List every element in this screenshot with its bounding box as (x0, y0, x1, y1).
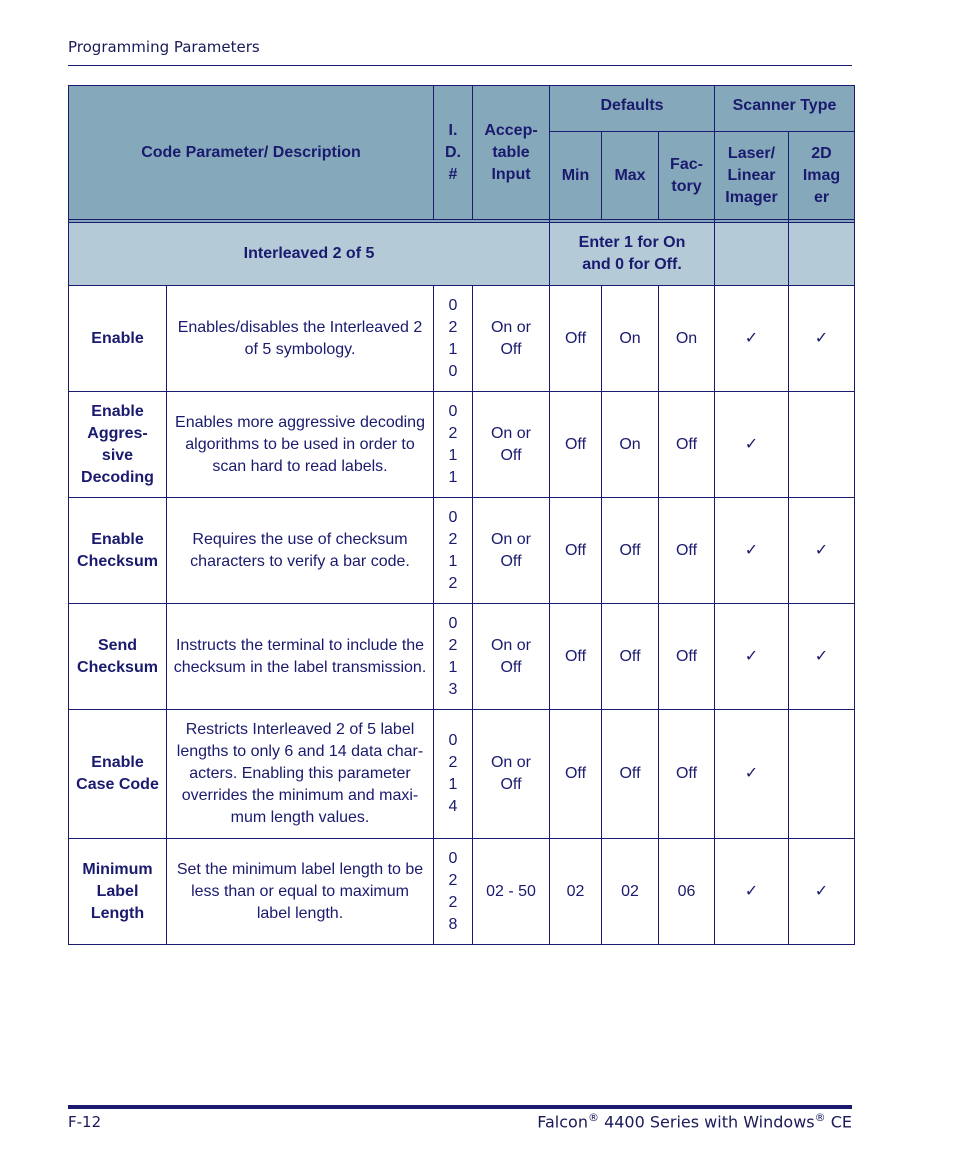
param-id: 0 2 1 2 (434, 498, 473, 604)
section-2d-cell (789, 223, 855, 286)
param-factory: On (659, 286, 715, 392)
footer-model: 4400 Series with Windows (598, 1112, 815, 1132)
empty-cell (789, 392, 855, 498)
header-laser-linear-imager: Laser/ Linear Imager (715, 132, 789, 220)
header-id: I. D. # (434, 86, 473, 220)
param-name: Enable Aggres- sive Decoding (69, 392, 167, 498)
table-row (69, 710, 855, 839)
check-icon: ✓ (715, 286, 789, 392)
param-factory: Off (659, 498, 715, 604)
check-icon: ✓ (715, 839, 789, 945)
check-icon: ✓ (789, 839, 855, 945)
section-note: Enter 1 for On and 0 for Off. (550, 223, 715, 286)
empty-cell (789, 710, 855, 839)
param-min: 02 (550, 839, 602, 945)
header-code-parameter: Code Parameter/ Description (69, 86, 434, 220)
param-acceptable-input: 02 - 50 (473, 839, 550, 945)
header-scanner-type: Scanner Type (715, 86, 855, 132)
header-min: Min (550, 132, 602, 220)
footer-platform: CE (825, 1112, 852, 1132)
param-acceptable-input: On or Off (473, 710, 550, 839)
param-min: Off (550, 710, 602, 839)
table-row (69, 286, 855, 392)
section-row (69, 223, 855, 286)
param-max: On (602, 392, 659, 498)
table-row (69, 839, 855, 945)
param-factory: Off (659, 392, 715, 498)
table-row (69, 498, 855, 604)
footer-product: Falcon (537, 1112, 588, 1132)
param-id: 0 2 1 3 (434, 604, 473, 710)
table-row (69, 604, 855, 710)
check-icon: ✓ (715, 604, 789, 710)
param-factory: Off (659, 710, 715, 839)
check-icon: ✓ (715, 710, 789, 839)
parameter-table (68, 85, 855, 945)
param-description: Requires the use of checksum characters to verify a bar code. (167, 498, 434, 604)
param-factory: 06 (659, 839, 715, 945)
param-factory: Off (659, 604, 715, 710)
param-description: Enables more aggressive decoding algorithms to be used in order to scan hard to read labels. (167, 392, 434, 498)
param-min: Off (550, 604, 602, 710)
param-description: Enables/disables the Interleaved 2 of 5 symbology. (167, 286, 434, 392)
param-name: Enable Checksum (69, 498, 167, 604)
param-acceptable-input: On or Off (473, 392, 550, 498)
registered-mark: ® (814, 1111, 826, 1124)
param-id: 0 2 1 4 (434, 710, 473, 839)
param-min: Off (550, 392, 602, 498)
param-id: 0 2 1 0 (434, 286, 473, 392)
running-head: Programming Parameters (68, 38, 260, 56)
param-id: 0 2 1 1 (434, 392, 473, 498)
footer-title (537, 1111, 852, 1131)
param-max: Off (602, 710, 659, 839)
header-max: Max (602, 132, 659, 220)
param-max: 02 (602, 839, 659, 945)
param-min: Off (550, 498, 602, 604)
param-name: Enable Case Code (69, 710, 167, 839)
check-icon: ✓ (789, 604, 855, 710)
param-description: Restricts Interleaved 2 of 5 label lengths to only 6 and 14 data char- acters. Enabling this parameter overrides the minimum and maxi- mum length values. (167, 710, 434, 839)
param-min: Off (550, 286, 602, 392)
param-description: Instructs the terminal to include the checksum in the label transmission. (167, 604, 434, 710)
check-icon: ✓ (715, 498, 789, 604)
param-id: 0 2 2 8 (434, 839, 473, 945)
registered-mark: ® (587, 1111, 599, 1124)
param-name: Send Checksum (69, 604, 167, 710)
check-icon: ✓ (789, 286, 855, 392)
header-defaults: Defaults (550, 86, 715, 132)
footer-rule (68, 1105, 852, 1109)
param-acceptable-input: On or Off (473, 604, 550, 710)
param-name: Minimum Label Length (69, 839, 167, 945)
header-acceptable-input: Accep- table Input (473, 86, 550, 220)
page-number: F-12 (68, 1113, 102, 1131)
section-title: Interleaved 2 of 5 (69, 223, 550, 286)
table-row (69, 392, 855, 498)
param-name: Enable (69, 286, 167, 392)
param-max: Off (602, 498, 659, 604)
section-laser-cell (715, 223, 789, 286)
check-icon: ✓ (715, 392, 789, 498)
check-icon: ✓ (789, 498, 855, 604)
param-max: Off (602, 604, 659, 710)
param-acceptable-input: On or Off (473, 286, 550, 392)
header-2d-imager: 2D Imag er (789, 132, 855, 220)
param-max: On (602, 286, 659, 392)
param-description: Set the minimum label length to be less than or equal to maximum label length. (167, 839, 434, 945)
header-factory: Fac- tory (659, 132, 715, 220)
param-acceptable-input: On or Off (473, 498, 550, 604)
header-rule (68, 65, 852, 66)
